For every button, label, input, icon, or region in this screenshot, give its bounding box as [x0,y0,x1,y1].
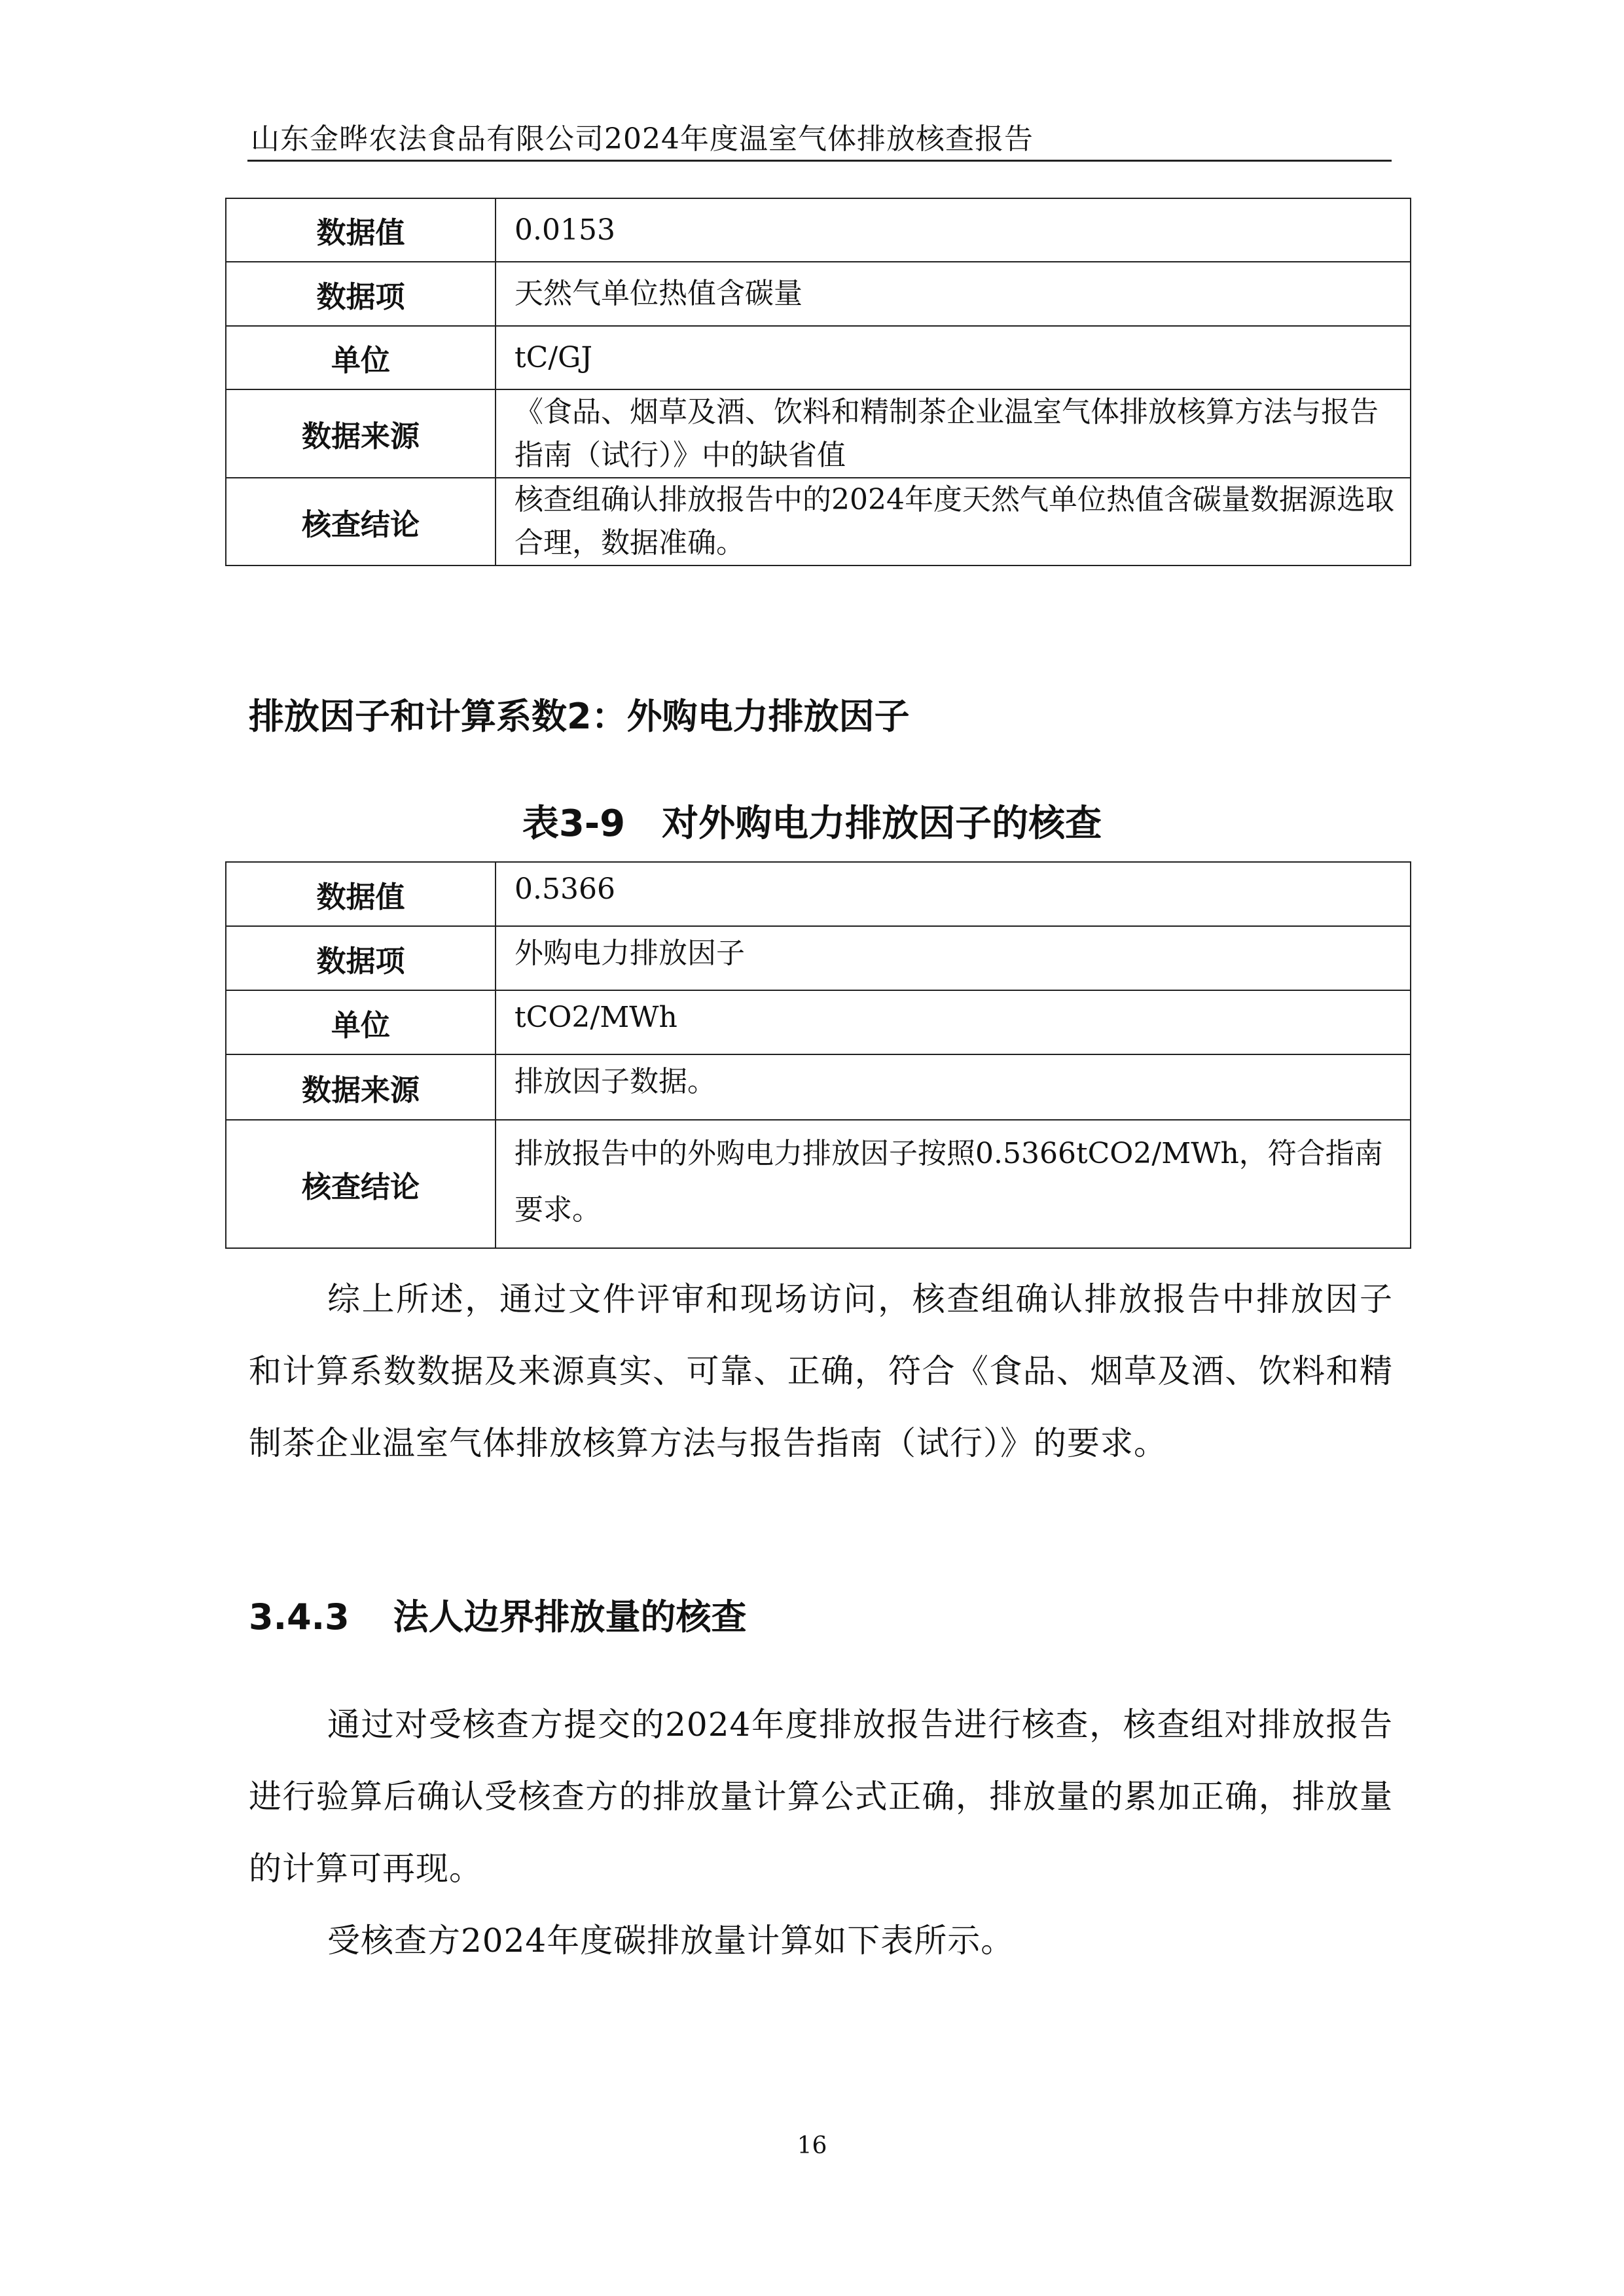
row-value: 《食品、烟草及酒、饮料和精制茶企业温室气体排放核算方法与报告指南（试行）》中的缺省值 [496,389,1411,478]
electricity-factor-table [225,861,1411,1249]
table-intro-paragraph [249,1905,1393,1977]
verification-paragraph [249,1689,1393,1905]
paragraph-text: 综上所述，通过文件评审和现场访问，核查组确认排放报告中排放因子和计算系数数据及来源真实、可靠、正确，符合《食品、烟草及酒、饮料和精制茶企业温室气体排放核算方法与报告指南（试行）》的要求。 [249,1280,1393,1462]
row-label: 数据值 [226,862,496,926]
header-divider [247,160,1392,162]
table-row [226,389,1411,478]
table-caption: 表3-9 对外购电力排放因子的核查 [522,802,1102,845]
row-label: 数据值 [226,198,496,262]
row-value: 排放因子数据。 [496,1054,1411,1120]
section-heading: 排放因子和计算系数2：外购电力排放因子 [249,696,910,737]
row-value: tCO2/MWh [496,990,1411,1054]
table-row [226,198,1411,262]
row-value: 0.0153 [496,198,1411,262]
row-label: 数据项 [226,262,496,326]
natural-gas-carbon-table [225,198,1411,566]
row-value: tC/GJ [496,326,1411,389]
table-row [226,1054,1411,1120]
row-value: 核查组确认排放报告中的2024年度天然气单位热值含碳量数据源选取合理，数据准确。 [496,478,1411,565]
table-row [226,862,1411,926]
row-label: 单位 [226,326,496,389]
page-number: 16 [797,2132,827,2159]
summary-paragraph [249,1263,1393,1479]
row-label: 数据来源 [226,1054,496,1120]
table-row [226,926,1411,990]
row-value: 排放报告中的外购电力排放因子按照0.5366tCO2/MWh，符合指南要求。 [496,1120,1411,1248]
paragraph-text: 通过对受核查方提交的2024年度排放报告进行核查，核查组对排放报告进行验算后确认受核查方的排放量计算公式正确，排放量的累加正确，排放量的计算可再现。 [249,1706,1393,1888]
subsection-number: 3.4.3 [249,1596,350,1638]
table-row [226,1120,1411,1248]
running-header: 山东金晔农法食品有限公司2024年度温室气体排放核查报告 [251,122,1034,156]
table-row [226,262,1411,326]
row-label: 核查结论 [226,478,496,565]
row-label: 数据项 [226,926,496,990]
subsection-title: 法人边界排放量的核查 [393,1596,747,1638]
row-value: 天然气单位热值含碳量 [496,262,1411,326]
row-value: 0.5366 [496,862,1411,926]
subsection-heading [249,1589,747,1640]
row-label: 数据来源 [226,389,496,478]
row-label: 单位 [226,990,496,1054]
table-row [226,478,1411,565]
row-value: 外购电力排放因子 [496,926,1411,990]
row-label: 核查结论 [226,1120,496,1248]
paragraph-text: 受核查方2024年度碳排放量计算如下表所示。 [327,1922,1015,1960]
table-row [226,990,1411,1054]
table-row [226,326,1411,389]
